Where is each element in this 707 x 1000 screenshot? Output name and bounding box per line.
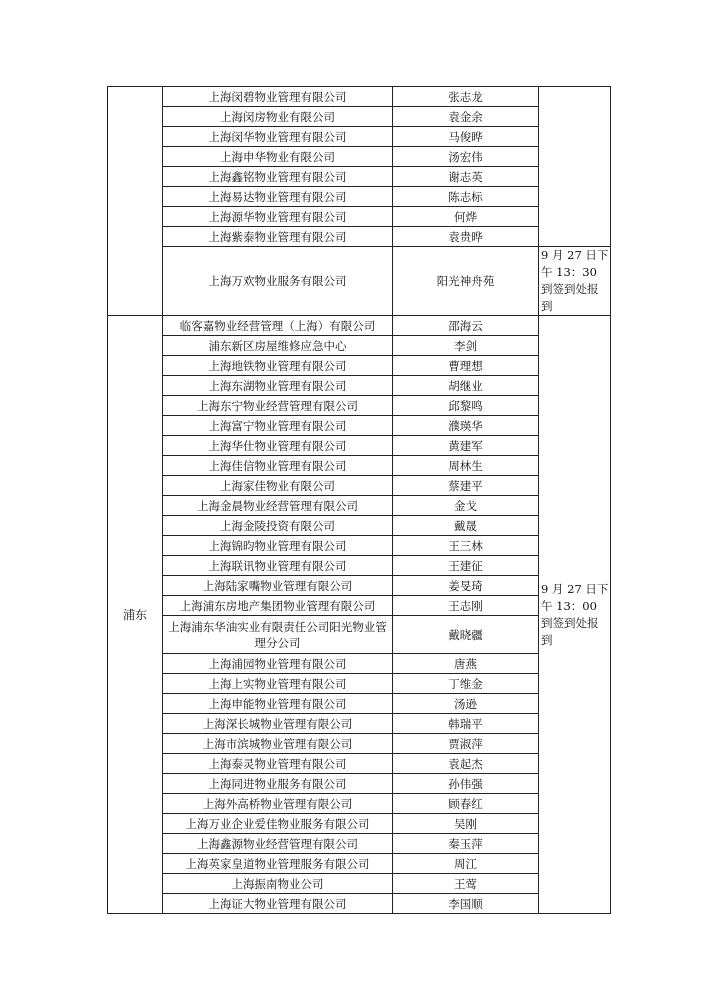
contact-person-cell: 陈志标 xyxy=(393,187,539,207)
company-name-cell: 上海金晨物业经营管理有限公司 xyxy=(163,496,393,516)
contact-person-cell: 袁金余 xyxy=(393,107,539,127)
registration-table xyxy=(107,86,611,914)
company-name-cell: 上海富宁物业管理有限公司 xyxy=(163,416,393,436)
table-row xyxy=(108,376,611,396)
contact-person-cell: 韩瑞平 xyxy=(393,714,539,734)
table-row xyxy=(108,894,611,914)
company-name-cell: 临客嘉物业经营管理（上海）有限公司 xyxy=(163,316,393,336)
district-cell: 浦东 xyxy=(108,316,163,914)
registration-table-body xyxy=(108,87,611,914)
check-in-note-cell xyxy=(539,87,611,247)
table-row xyxy=(108,734,611,754)
contact-person-cell: 张志龙 xyxy=(393,87,539,107)
company-name-cell: 上海浦东华油实业有限责任公司阳光物业管理分公司 xyxy=(163,616,393,654)
table-row xyxy=(108,616,611,654)
company-name-cell: 上海市滨城物业管理有限公司 xyxy=(163,734,393,754)
contact-person-cell: 曹理想 xyxy=(393,356,539,376)
table-row xyxy=(108,227,611,247)
contact-person-cell: 马俊晔 xyxy=(393,127,539,147)
table-row xyxy=(108,87,611,107)
company-name-cell: 上海金陵投资有限公司 xyxy=(163,516,393,536)
table-row xyxy=(108,874,611,894)
table-row xyxy=(108,596,611,616)
contact-person-cell: 李剑 xyxy=(393,336,539,356)
company-name-cell: 上海同进物业服务有限公司 xyxy=(163,774,393,794)
contact-person-cell: 戴晟 xyxy=(393,516,539,536)
table-row xyxy=(108,396,611,416)
company-name-cell: 上海申能物业管理有限公司 xyxy=(163,694,393,714)
contact-person-cell: 黄建军 xyxy=(393,436,539,456)
table-row xyxy=(108,516,611,536)
table-row xyxy=(108,336,611,356)
company-name-cell: 浦东新区房屋维修应急中心 xyxy=(163,336,393,356)
contact-person-cell: 秦玉萍 xyxy=(393,834,539,854)
table-row xyxy=(108,694,611,714)
company-name-cell: 上海振南物业公司 xyxy=(163,874,393,894)
check-in-note-cell: 9 月 27 日下午 13：30 到签到处报到 xyxy=(539,247,611,316)
table-row xyxy=(108,187,611,207)
company-name-cell: 上海紫泰物业管理有限公司 xyxy=(163,227,393,247)
contact-person-cell: 唐燕 xyxy=(393,654,539,674)
company-name-cell: 上海万欢物业服务有限公司 xyxy=(163,247,393,316)
contact-person-cell: 谢志英 xyxy=(393,167,539,187)
table-row xyxy=(108,167,611,187)
contact-person-cell: 李国顺 xyxy=(393,894,539,914)
contact-person-cell: 孙伟强 xyxy=(393,774,539,794)
contact-person-cell: 王志刚 xyxy=(393,596,539,616)
company-name-cell: 上海地铁物业管理有限公司 xyxy=(163,356,393,376)
contact-person-cell: 顾春红 xyxy=(393,794,539,814)
company-name-cell: 上海锦昀物业管理有限公司 xyxy=(163,536,393,556)
contact-person-cell: 金戈 xyxy=(393,496,539,516)
company-name-cell: 上海上实物业管理有限公司 xyxy=(163,674,393,694)
company-name-cell: 上海陆家嘴物业管理有限公司 xyxy=(163,576,393,596)
contact-person-cell: 贾淑萍 xyxy=(393,734,539,754)
table-row xyxy=(108,456,611,476)
company-name-cell: 上海深长城物业管理有限公司 xyxy=(163,714,393,734)
table-row xyxy=(108,536,611,556)
table-row xyxy=(108,814,611,834)
contact-person-cell: 吴刚 xyxy=(393,814,539,834)
contact-person-cell: 胡继业 xyxy=(393,376,539,396)
company-name-cell: 上海申华物业有限公司 xyxy=(163,147,393,167)
company-name-cell: 上海证大物业管理有限公司 xyxy=(163,894,393,914)
contact-person-cell: 王莺 xyxy=(393,874,539,894)
company-name-cell: 上海源华物业管理有限公司 xyxy=(163,207,393,227)
contact-person-cell: 邱黎鸣 xyxy=(393,396,539,416)
company-name-cell: 上海泰灵物业管理有限公司 xyxy=(163,754,393,774)
table-row xyxy=(108,416,611,436)
company-name-cell: 上海浦东房地产集团物业管理有限公司 xyxy=(163,596,393,616)
contact-person-cell: 濮瑛华 xyxy=(393,416,539,436)
table-row xyxy=(108,854,611,874)
company-name-cell: 上海浦园物业管理有限公司 xyxy=(163,654,393,674)
company-name-cell: 上海佳信物业管理有限公司 xyxy=(163,456,393,476)
district-cell xyxy=(108,87,163,316)
contact-person-cell: 何烨 xyxy=(393,207,539,227)
company-name-cell: 上海闵房物业有限公司 xyxy=(163,107,393,127)
table-row xyxy=(108,436,611,456)
table-row xyxy=(108,356,611,376)
company-name-cell: 上海英家皇道物业管理服务有限公司 xyxy=(163,854,393,874)
contact-person-cell: 阳光神舟苑 xyxy=(393,247,539,316)
company-name-cell: 上海东湖物业管理有限公司 xyxy=(163,376,393,396)
company-name-cell: 上海易达物业管理有限公司 xyxy=(163,187,393,207)
company-name-cell: 上海鑫源物业经营管理有限公司 xyxy=(163,834,393,854)
table-row xyxy=(108,207,611,227)
table-row xyxy=(108,794,611,814)
company-name-cell: 上海万业企业爱佳物业服务有限公司 xyxy=(163,814,393,834)
table-row xyxy=(108,834,611,854)
contact-person-cell: 王建征 xyxy=(393,556,539,576)
table-row xyxy=(108,247,611,316)
contact-person-cell: 王三林 xyxy=(393,536,539,556)
table-row xyxy=(108,127,611,147)
company-name-cell: 上海闵碧物业管理有限公司 xyxy=(163,87,393,107)
company-name-cell: 上海东宁物业经营管理有限公司 xyxy=(163,396,393,416)
table-row xyxy=(108,774,611,794)
table-row xyxy=(108,556,611,576)
table-row xyxy=(108,754,611,774)
contact-person-cell: 姜旻琦 xyxy=(393,576,539,596)
check-in-note-cell: 9 月 27 日下午 13：00 到签到处报到 xyxy=(539,316,611,914)
table-row xyxy=(108,107,611,127)
contact-person-cell: 戴晓疆 xyxy=(393,616,539,654)
table-row xyxy=(108,654,611,674)
company-name-cell: 上海联讯物业管理有限公司 xyxy=(163,556,393,576)
contact-person-cell: 汤逊 xyxy=(393,694,539,714)
table-row xyxy=(108,476,611,496)
contact-person-cell: 周林生 xyxy=(393,456,539,476)
contact-person-cell: 蔡建平 xyxy=(393,476,539,496)
company-name-cell: 上海华仕物业管理有限公司 xyxy=(163,436,393,456)
contact-person-cell: 邵海云 xyxy=(393,316,539,336)
contact-person-cell: 丁维金 xyxy=(393,674,539,694)
table-row xyxy=(108,674,611,694)
contact-person-cell: 汤宏伟 xyxy=(393,147,539,167)
table-row xyxy=(108,147,611,167)
contact-person-cell: 袁起杰 xyxy=(393,754,539,774)
table-row xyxy=(108,496,611,516)
contact-person-cell: 周江 xyxy=(393,854,539,874)
company-name-cell: 上海闵华物业管理有限公司 xyxy=(163,127,393,147)
table-row xyxy=(108,714,611,734)
contact-person-cell: 袁贵晔 xyxy=(393,227,539,247)
company-name-cell: 上海鑫铭物业管理有限公司 xyxy=(163,167,393,187)
company-name-cell: 上海家佳物业有限公司 xyxy=(163,476,393,496)
table-row xyxy=(108,576,611,596)
table-row xyxy=(108,316,611,336)
company-name-cell: 上海外高桥物业管理有限公司 xyxy=(163,794,393,814)
